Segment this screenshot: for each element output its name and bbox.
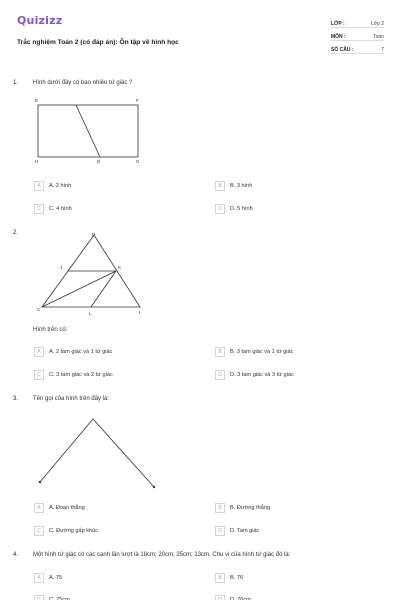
option-letter-box: C <box>34 370 44 380</box>
segment-ck <box>42 271 116 307</box>
question-number: 4. <box>13 552 19 558</box>
option-b[interactable] <box>215 346 293 358</box>
option-letter-box: D <box>215 370 225 380</box>
option-c[interactable] <box>34 525 98 537</box>
question-text: Tên gọi của hình trên đây là: <box>33 396 110 402</box>
question-number: 2. <box>13 230 19 236</box>
option-letter-box: B <box>215 503 225 513</box>
meta-label: SỐ CÂU : <box>331 47 354 53</box>
option-text: C. 3 tam giác và 2 tứ giác <box>49 372 113 378</box>
option-d[interactable] <box>215 594 251 600</box>
option-letter-box: D <box>215 595 225 600</box>
endpoint-dot <box>39 481 41 483</box>
option-text: B. 3 tam giác và 1 tứ giác <box>230 349 294 355</box>
point-label-g: G <box>136 159 140 164</box>
meta-row-grade <box>331 15 384 28</box>
broken-line <box>40 419 154 487</box>
option-text: A. Đoạn thẳng <box>49 505 85 511</box>
option-letter-box: D <box>215 204 225 214</box>
option-letter-box: A <box>34 181 44 191</box>
point-label-j: J <box>60 265 63 270</box>
option-c[interactable] <box>34 369 113 381</box>
option-a[interactable] <box>34 346 112 358</box>
meta-label: MÔN : <box>331 34 346 40</box>
option-a[interactable] <box>34 502 85 514</box>
point-label-k: K <box>118 265 122 270</box>
segment-kl <box>91 271 116 307</box>
option-letter-box: B <box>215 347 225 357</box>
point-label-f: F <box>136 98 139 103</box>
worksheet-header <box>17 10 387 62</box>
point-label-b: B <box>97 159 101 164</box>
point-label-d: D <box>92 232 96 237</box>
option-b[interactable] <box>215 502 270 514</box>
meta-label: LỚP : <box>331 21 345 27</box>
point-label-i: I <box>139 310 141 315</box>
option-text: C. 4 hình <box>49 206 72 212</box>
option-text: A. 2 tam giác và 1 tứ giác <box>49 349 113 355</box>
option-b[interactable] <box>215 572 243 584</box>
option-letter-box: A <box>34 347 44 357</box>
option-text: D. Tam giác <box>230 528 260 534</box>
option-text: B. Đường thẳng <box>230 505 271 511</box>
option-text: D. 5 hình <box>230 206 253 212</box>
option-letter-box: A <box>34 573 44 583</box>
option-c[interactable] <box>34 594 70 600</box>
inner-segment <box>76 105 100 157</box>
meta-value: Toán <box>373 34 384 40</box>
option-d[interactable] <box>215 203 253 215</box>
option-letter-box: D <box>215 526 225 536</box>
option-c[interactable] <box>34 203 72 215</box>
option-text: C. 75cm <box>49 597 70 600</box>
question-number: 1. <box>13 80 19 86</box>
option-text: C. Đường gấp khúc <box>49 528 99 534</box>
option-d[interactable] <box>215 525 259 537</box>
option-text: B. 76 <box>230 575 244 581</box>
option-text: D. 3 tam giác và 3 tứ giác <box>230 372 294 378</box>
option-b[interactable] <box>215 180 252 192</box>
question-number: 3. <box>13 396 19 402</box>
endpoint-dot <box>153 486 155 488</box>
point-label-c: C <box>37 307 41 312</box>
option-text: A. 75 <box>49 575 63 581</box>
option-text: D. 76cm <box>230 597 251 600</box>
figure-caption: Hình trên có: <box>33 327 68 333</box>
option-letter-box: C <box>34 595 44 600</box>
option-letter-box: B <box>215 181 225 191</box>
worksheet-meta <box>331 15 384 54</box>
option-a[interactable] <box>34 180 71 192</box>
question-text: Hình dưới đây có bao nhiêu tứ giác ? <box>33 80 133 86</box>
option-letter-box: A <box>34 503 44 513</box>
option-text: B. 3 hình <box>230 183 253 189</box>
q1-rectangle-figure <box>30 95 150 165</box>
meta-row-subject <box>331 28 384 41</box>
meta-value: Lớp 2 <box>370 21 384 27</box>
point-label-h: H <box>35 159 39 164</box>
option-d[interactable] <box>215 369 294 381</box>
meta-value: 7 <box>381 47 384 53</box>
point-label-e: E <box>35 98 39 103</box>
quizizz-logo: Quizizz <box>17 14 63 27</box>
worksheet-title: Trắc nghiệm Toán 2 (có đáp án): Ôn tập về hình học <box>17 39 179 46</box>
option-letter-box: C <box>34 204 44 214</box>
point-label-l: L <box>89 311 92 316</box>
option-text: A. 2 hình <box>49 183 72 189</box>
meta-row-count <box>331 41 384 54</box>
q2-triangle-figure <box>34 229 146 319</box>
option-a[interactable] <box>34 572 62 584</box>
q3-polyline-figure <box>30 410 165 492</box>
question-text: Một hình tứ giác có các cạnh lần lượt là 18cm; 20cm; 25cm; 13cm. Chu vi của hình tứ giác đó là: <box>33 552 291 558</box>
option-letter-box: B <box>215 573 225 583</box>
option-letter-box: C <box>34 526 44 536</box>
